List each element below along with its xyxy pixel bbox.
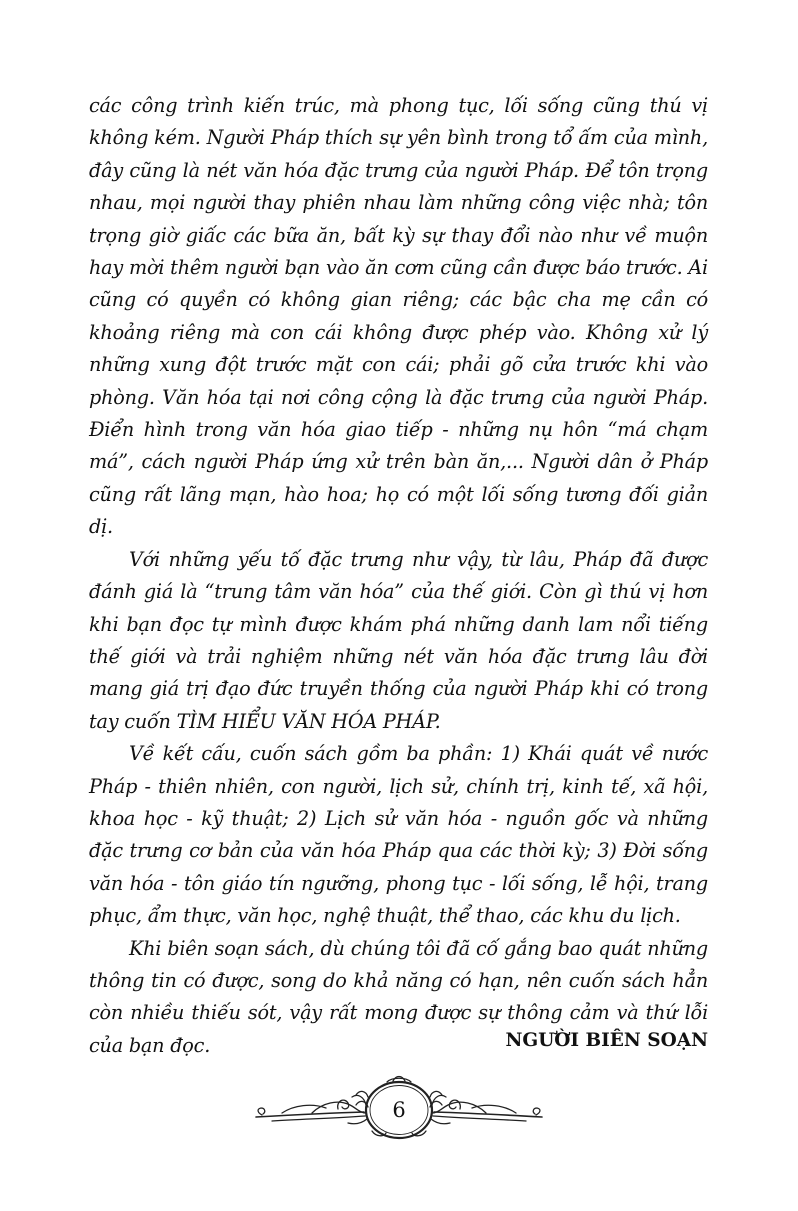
paragraph: Về kết cấu, cuốn sách gồm ba phần: 1) Khái quát về nước Pháp - thiên nhiên, con người, lịch sử, chính trị, kinh tế, xã hội, khoa học - kỹ thuật; 2) Lịch sử văn hóa - nguồn gốc và những đặc trưng cơ bản của văn hóa Pháp qua các thời kỳ; 3) Đời sống văn hóa - tôn giáo tín ngưỡng, phong tục - lối sống, lễ hội, trang phục, ẩm thực, văn học, nghệ thuật, thể thao, các khu du lịch. [89,742,708,928]
body-text [89,90,708,1062]
paragraph: Với những yếu tố đặc trưng như vậy, từ lâu, Pháp đã được đánh giá là “trung tâm văn hóa” của thế giới. Còn gì thú vị hơn khi bạn đọc tự mình được khám phá những danh lam nổi tiếng thế giới và trải nghiệm những nét văn hóa đặc trưng lâu đời mang giá trị đạo đức truyền thống của người Pháp khi có trong tay cuốn TÌM HIỂU VĂN HÓA PHÁP. [89,547,708,733]
paragraph-continued: các công trình kiến trúc, mà phong tục, lối sống cũng thú vị không kém. Người Pháp thích sự yên bình trong tổ ấm của mình, đây cũng là nét văn hóa đặc trưng của người Pháp. Để tôn trọng nhau, mọi người thay phiên nhau làm những công việc nhà; tôn trọng giờ giấc các bữa ăn, bất kỳ sự thay đổi nào như về muộn hay mời thêm người bạn vào ăn cơm cũng cần được báo trước. Ai cũng có quyền có không gian riêng; các bậc cha mẹ cần có khoảng riêng mà con cái không được phép vào. Không xử lý những xung đột trước mặt con cái; phải gõ cửa trước khi vào phòng. Văn hóa tại nơi công cộng là đặc trưng của người Pháp. Điển hình trong văn hóa giao tiếp - những nụ hôn “má chạm má”, cách người Pháp ứng xử trên bàn ăn,... Người dân ở Pháp cũng rất lãng mạn, hào hoa; họ có một lối sống tương đối giản dị. [89,94,708,539]
author-signature: NGƯỜI BIÊN SOẠN [505,1030,708,1051]
paragraph: Khi biên soạn sách, dù chúng tôi đã cố gắng bao quát những thông tin có được, song do khả năng có hạn, nên cuốn sách hẳn còn nhiều thiếu sót, vậy rất mong được sự thông cảm và thứ lỗi của bạn đọc. [89,936,708,1057]
page-number: 6 [392,1098,406,1122]
